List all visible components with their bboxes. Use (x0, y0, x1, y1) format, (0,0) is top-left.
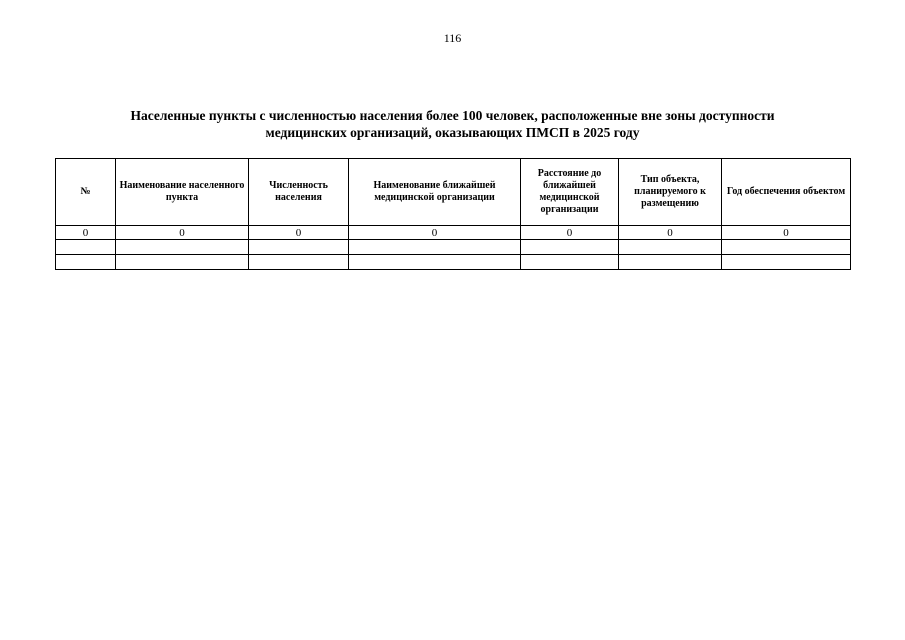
table-cell (116, 240, 249, 255)
table-cell (722, 255, 851, 270)
table-cell (619, 240, 722, 255)
table-cell (249, 240, 349, 255)
header-number: № (56, 159, 116, 226)
table-cell (619, 255, 722, 270)
table-cell: 0 (349, 226, 521, 240)
page-number: 116 (443, 31, 462, 45)
header-object-type: Тип объекта, планируемого к размещению (619, 159, 722, 226)
table-row (56, 255, 851, 270)
table-cell (349, 240, 521, 255)
table-cell (521, 240, 619, 255)
document-title-line-2: медицинских организаций, оказывающих ПМСП в 2025 году (265, 125, 640, 140)
table-row (56, 240, 851, 255)
table-cell: 0 (56, 226, 116, 240)
table-cell (56, 240, 116, 255)
table-cell (116, 255, 249, 270)
table-cell (56, 255, 116, 270)
table-cell: 0 (722, 226, 851, 240)
table-cell (521, 255, 619, 270)
header-nearest-organization: Наименование ближайшей медицинской организации (349, 159, 521, 226)
table-cell: 0 (249, 226, 349, 240)
header-population: Численность населения (249, 159, 349, 226)
header-provision-year: Год обеспечения объектом (722, 159, 851, 226)
document-title-line-1: Населенные пункты с численностью населения более 100 человек, расположенные вне зоны доступности (130, 108, 775, 123)
table-cell: 0 (521, 226, 619, 240)
table-cell (249, 255, 349, 270)
table-row (56, 226, 851, 240)
document-title (55, 107, 850, 141)
table-cell (722, 240, 851, 255)
table-header-row (56, 159, 851, 226)
table-cell: 0 (116, 226, 249, 240)
table-cell (349, 255, 521, 270)
table-cell: 0 (619, 226, 722, 240)
settlements-table (55, 158, 851, 270)
header-settlement-name: Наименование населенного пункта (116, 159, 249, 226)
header-distance: Расстояние до ближайшей медицинской организации (521, 159, 619, 226)
